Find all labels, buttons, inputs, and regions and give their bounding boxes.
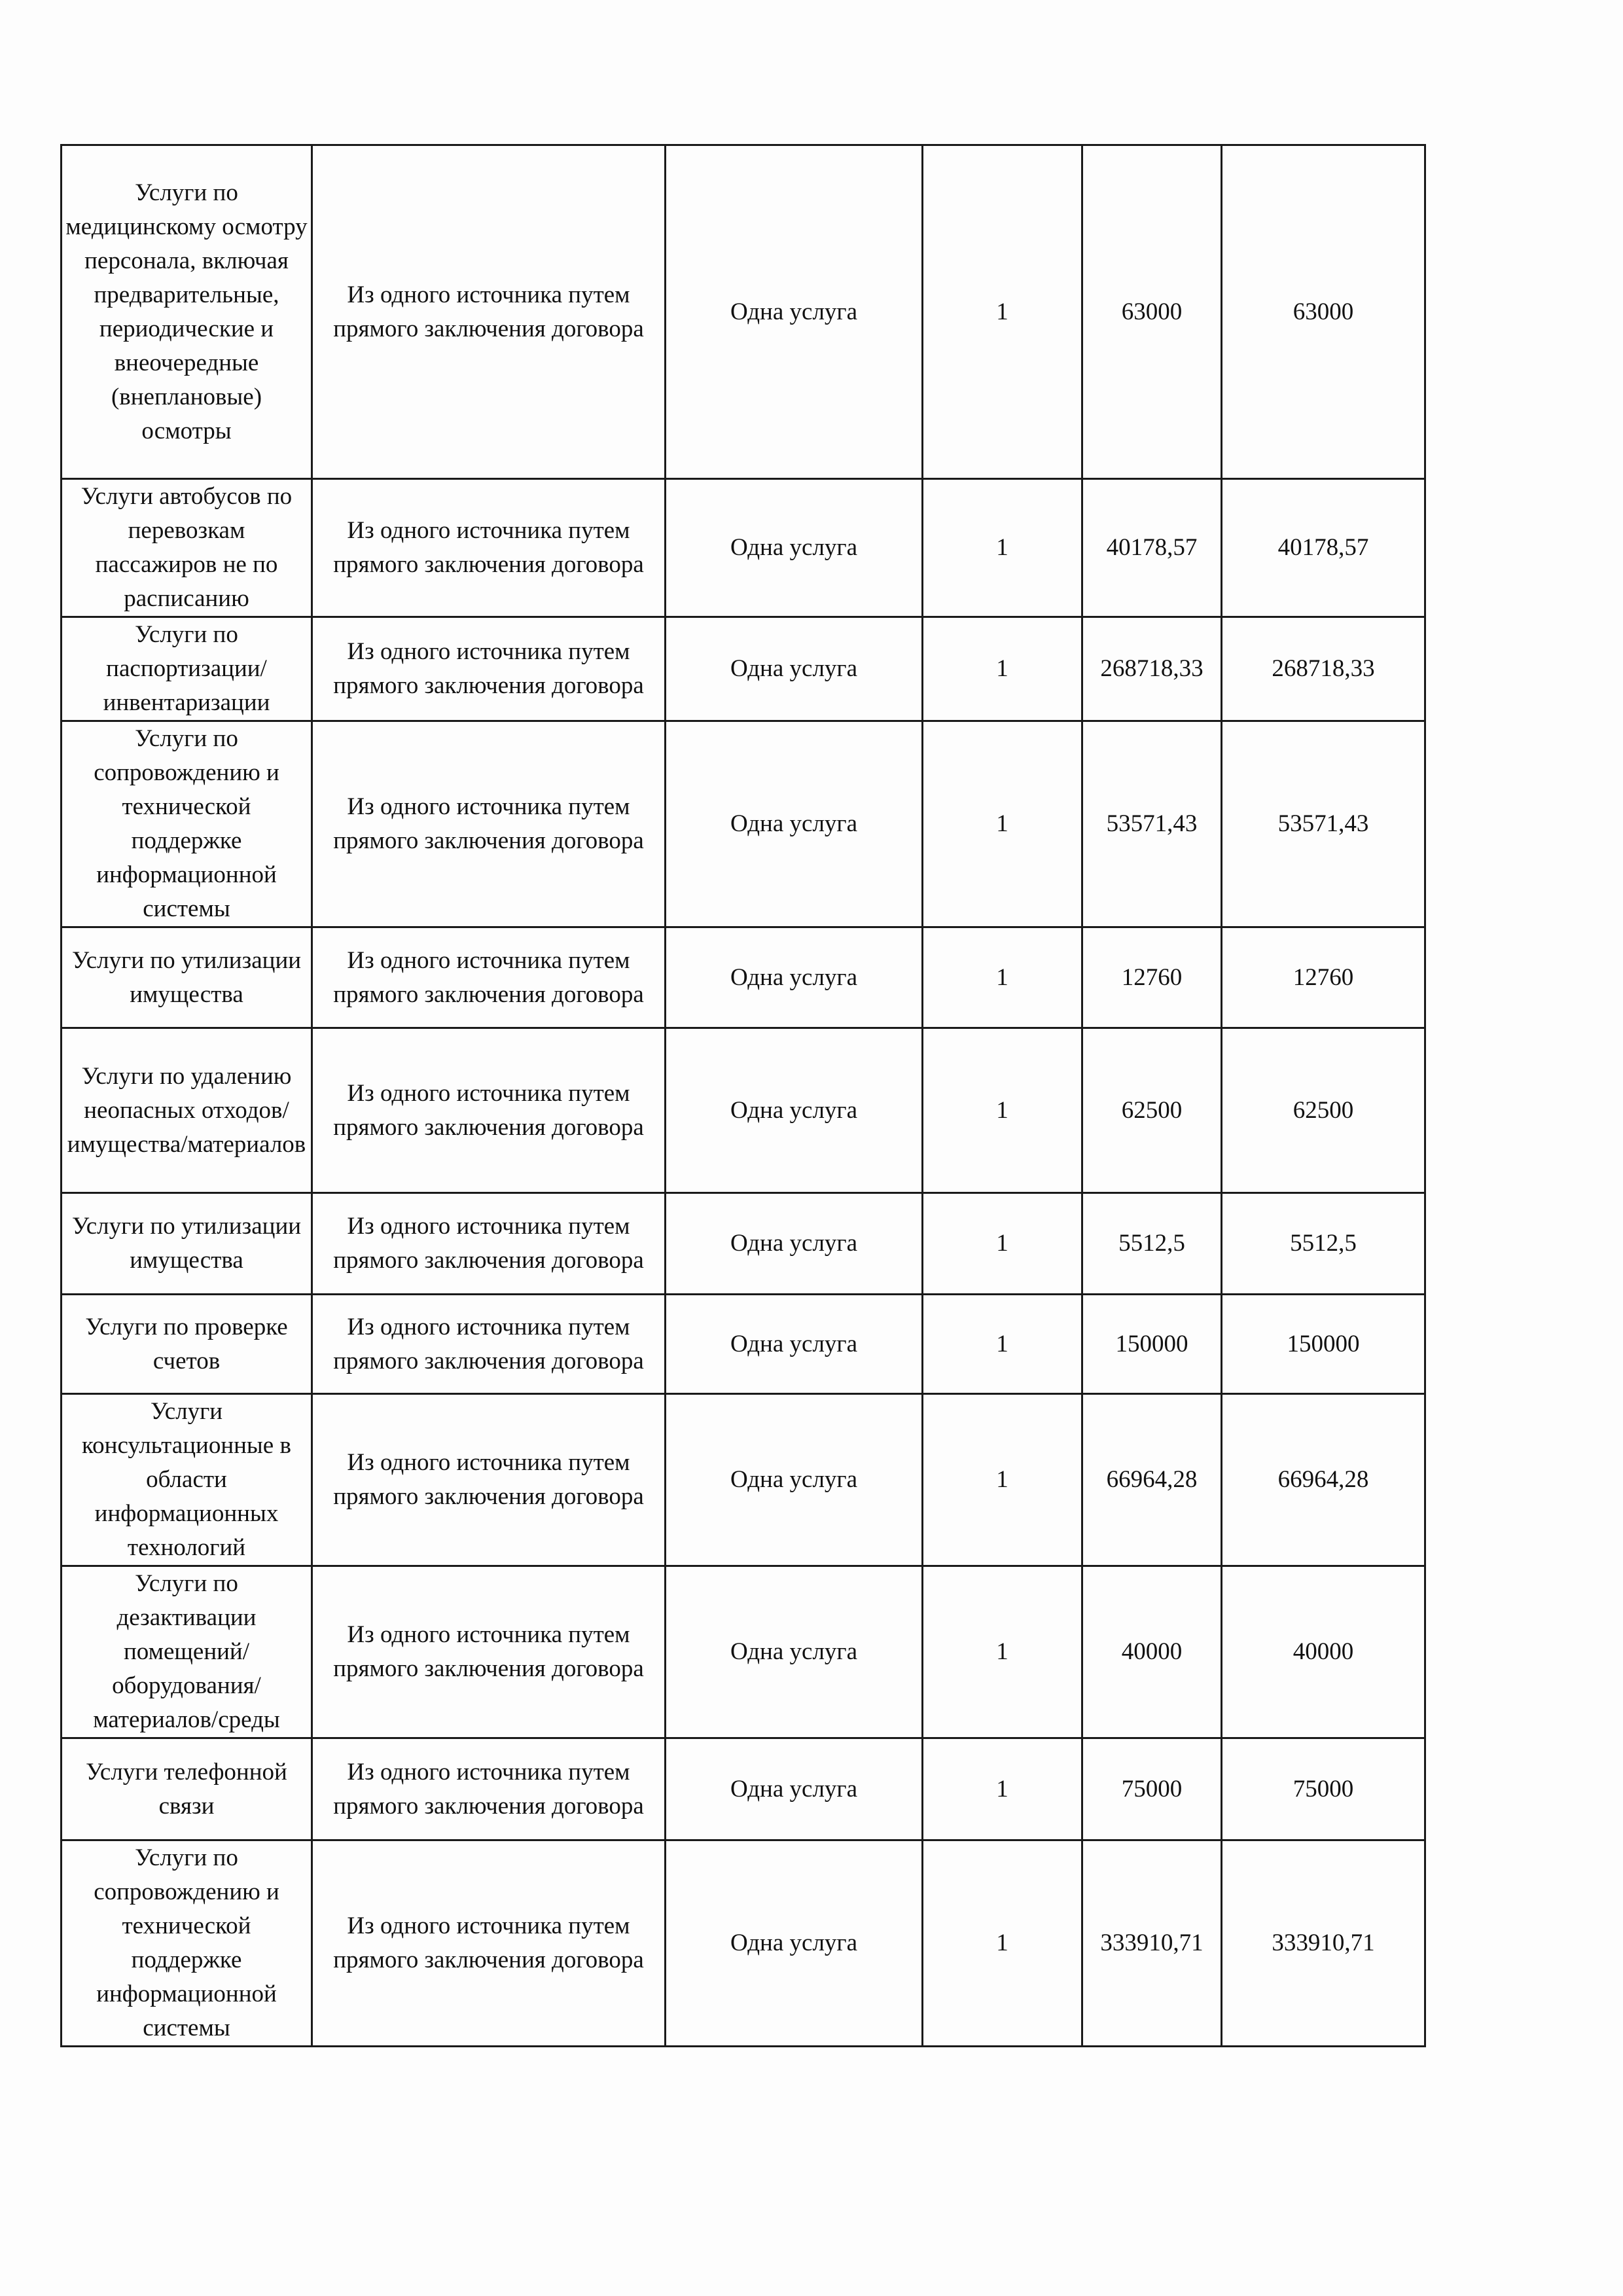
- unit-price-cell: 63000: [1082, 145, 1222, 479]
- service-name-cell: Услуги по утилизации имущества: [62, 1193, 312, 1295]
- total-amount-cell: 75000: [1222, 1738, 1425, 1840]
- procurement-method-cell: Из одного источника путем прямого заключения договора: [312, 617, 666, 721]
- unit-cell: Одна услуга: [666, 1295, 923, 1394]
- quantity-cell: 1: [923, 1193, 1082, 1295]
- total-amount-cell: 40000: [1222, 1566, 1425, 1738]
- unit-cell: Одна услуга: [666, 145, 923, 479]
- service-name-cell: Услуги автобусов по перевозкам пассажиров не по расписанию: [62, 479, 312, 617]
- quantity-cell: 1: [923, 145, 1082, 479]
- unit-cell: Одна услуга: [666, 1738, 923, 1840]
- procurement-method-cell: Из одного источника путем прямого заключения договора: [312, 1193, 666, 1295]
- table-row: [62, 1028, 1425, 1193]
- unit-price-cell: 53571,43: [1082, 721, 1222, 927]
- unit-price-cell: 268718,33: [1082, 617, 1222, 721]
- unit-cell: Одна услуга: [666, 1394, 923, 1566]
- unit-price-cell: 62500: [1082, 1028, 1222, 1193]
- quantity-cell: 1: [923, 927, 1082, 1028]
- unit-price-cell: 333910,71: [1082, 1840, 1222, 2047]
- service-name-cell: Услуги по дезактивации помещений/оборудования/материалов/среды: [62, 1566, 312, 1738]
- quantity-cell: 1: [923, 1394, 1082, 1566]
- table-row: [62, 1840, 1425, 2047]
- procurement-method-cell: Из одного источника путем прямого заключения договора: [312, 927, 666, 1028]
- service-name-cell: Услуги телефонной связи: [62, 1738, 312, 1840]
- table-row: [62, 927, 1425, 1028]
- total-amount-cell: 53571,43: [1222, 721, 1425, 927]
- table-row: [62, 1566, 1425, 1738]
- unit-cell: Одна услуга: [666, 1028, 923, 1193]
- unit-price-cell: 12760: [1082, 927, 1222, 1028]
- procurement-method-cell: Из одного источника путем прямого заключения договора: [312, 1295, 666, 1394]
- unit-price-cell: 5512,5: [1082, 1193, 1222, 1295]
- procurement-method-cell: Из одного источника путем прямого заключения договора: [312, 1738, 666, 1840]
- procurement-method-cell: Из одного источника путем прямого заключения договора: [312, 1394, 666, 1566]
- table-row: [62, 145, 1425, 479]
- total-amount-cell: 66964,28: [1222, 1394, 1425, 1566]
- unit-cell: Одна услуга: [666, 721, 923, 927]
- service-name-cell: Услуги по сопровождению и технической поддержке информационной системы: [62, 721, 312, 927]
- unit-price-cell: 75000: [1082, 1738, 1222, 1840]
- quantity-cell: 1: [923, 1295, 1082, 1394]
- quantity-cell: 1: [923, 721, 1082, 927]
- table-row: [62, 1738, 1425, 1840]
- total-amount-cell: 40178,57: [1222, 479, 1425, 617]
- unit-cell: Одна услуга: [666, 617, 923, 721]
- quantity-cell: 1: [923, 1738, 1082, 1840]
- table-row: [62, 721, 1425, 927]
- total-amount-cell: 63000: [1222, 145, 1425, 479]
- total-amount-cell: 5512,5: [1222, 1193, 1425, 1295]
- quantity-cell: 1: [923, 1566, 1082, 1738]
- unit-cell: Одна услуга: [666, 1840, 923, 2047]
- unit-price-cell: 150000: [1082, 1295, 1222, 1394]
- table-row: [62, 617, 1425, 721]
- unit-price-cell: 40000: [1082, 1566, 1222, 1738]
- total-amount-cell: 333910,71: [1222, 1840, 1425, 2047]
- total-amount-cell: 268718,33: [1222, 617, 1425, 721]
- service-name-cell: Услуги консультационные в области информационных технологий: [62, 1394, 312, 1566]
- quantity-cell: 1: [923, 1840, 1082, 2047]
- total-amount-cell: 62500: [1222, 1028, 1425, 1193]
- procurement-method-cell: Из одного источника путем прямого заключения договора: [312, 1840, 666, 2047]
- procurement-method-cell: Из одного источника путем прямого заключения договора: [312, 721, 666, 927]
- service-name-cell: Услуги по паспортизации/инвентаризации: [62, 617, 312, 721]
- unit-cell: Одна услуга: [666, 479, 923, 617]
- quantity-cell: 1: [923, 479, 1082, 617]
- procurement-method-cell: Из одного источника путем прямого заключения договора: [312, 1028, 666, 1193]
- total-amount-cell: 150000: [1222, 1295, 1425, 1394]
- procurement-table: [60, 144, 1426, 2047]
- unit-cell: Одна услуга: [666, 1193, 923, 1295]
- service-name-cell: Услуги по сопровождению и технической поддержке информационной системы: [62, 1840, 312, 2047]
- table-row: [62, 1193, 1425, 1295]
- unit-cell: Одна услуга: [666, 927, 923, 1028]
- service-name-cell: Услуги по медицинскому осмотру персонала, включая предварительные, периодические и внеочередные (внеплановые) осмотры: [62, 145, 312, 479]
- service-name-cell: Услуги по проверке счетов: [62, 1295, 312, 1394]
- unit-price-cell: 40178,57: [1082, 479, 1222, 617]
- total-amount-cell: 12760: [1222, 927, 1425, 1028]
- procurement-method-cell: Из одного источника путем прямого заключения договора: [312, 479, 666, 617]
- service-name-cell: Услуги по удалению неопасных отходов/имущества/материалов: [62, 1028, 312, 1193]
- unit-cell: Одна услуга: [666, 1566, 923, 1738]
- service-name-cell: Услуги по утилизации имущества: [62, 927, 312, 1028]
- table-row: [62, 479, 1425, 617]
- unit-price-cell: 66964,28: [1082, 1394, 1222, 1566]
- procurement-method-cell: Из одного источника путем прямого заключения договора: [312, 145, 666, 479]
- quantity-cell: 1: [923, 617, 1082, 721]
- procurement-method-cell: Из одного источника путем прямого заключения договора: [312, 1566, 666, 1738]
- table-row: [62, 1394, 1425, 1566]
- quantity-cell: 1: [923, 1028, 1082, 1193]
- table-row: [62, 1295, 1425, 1394]
